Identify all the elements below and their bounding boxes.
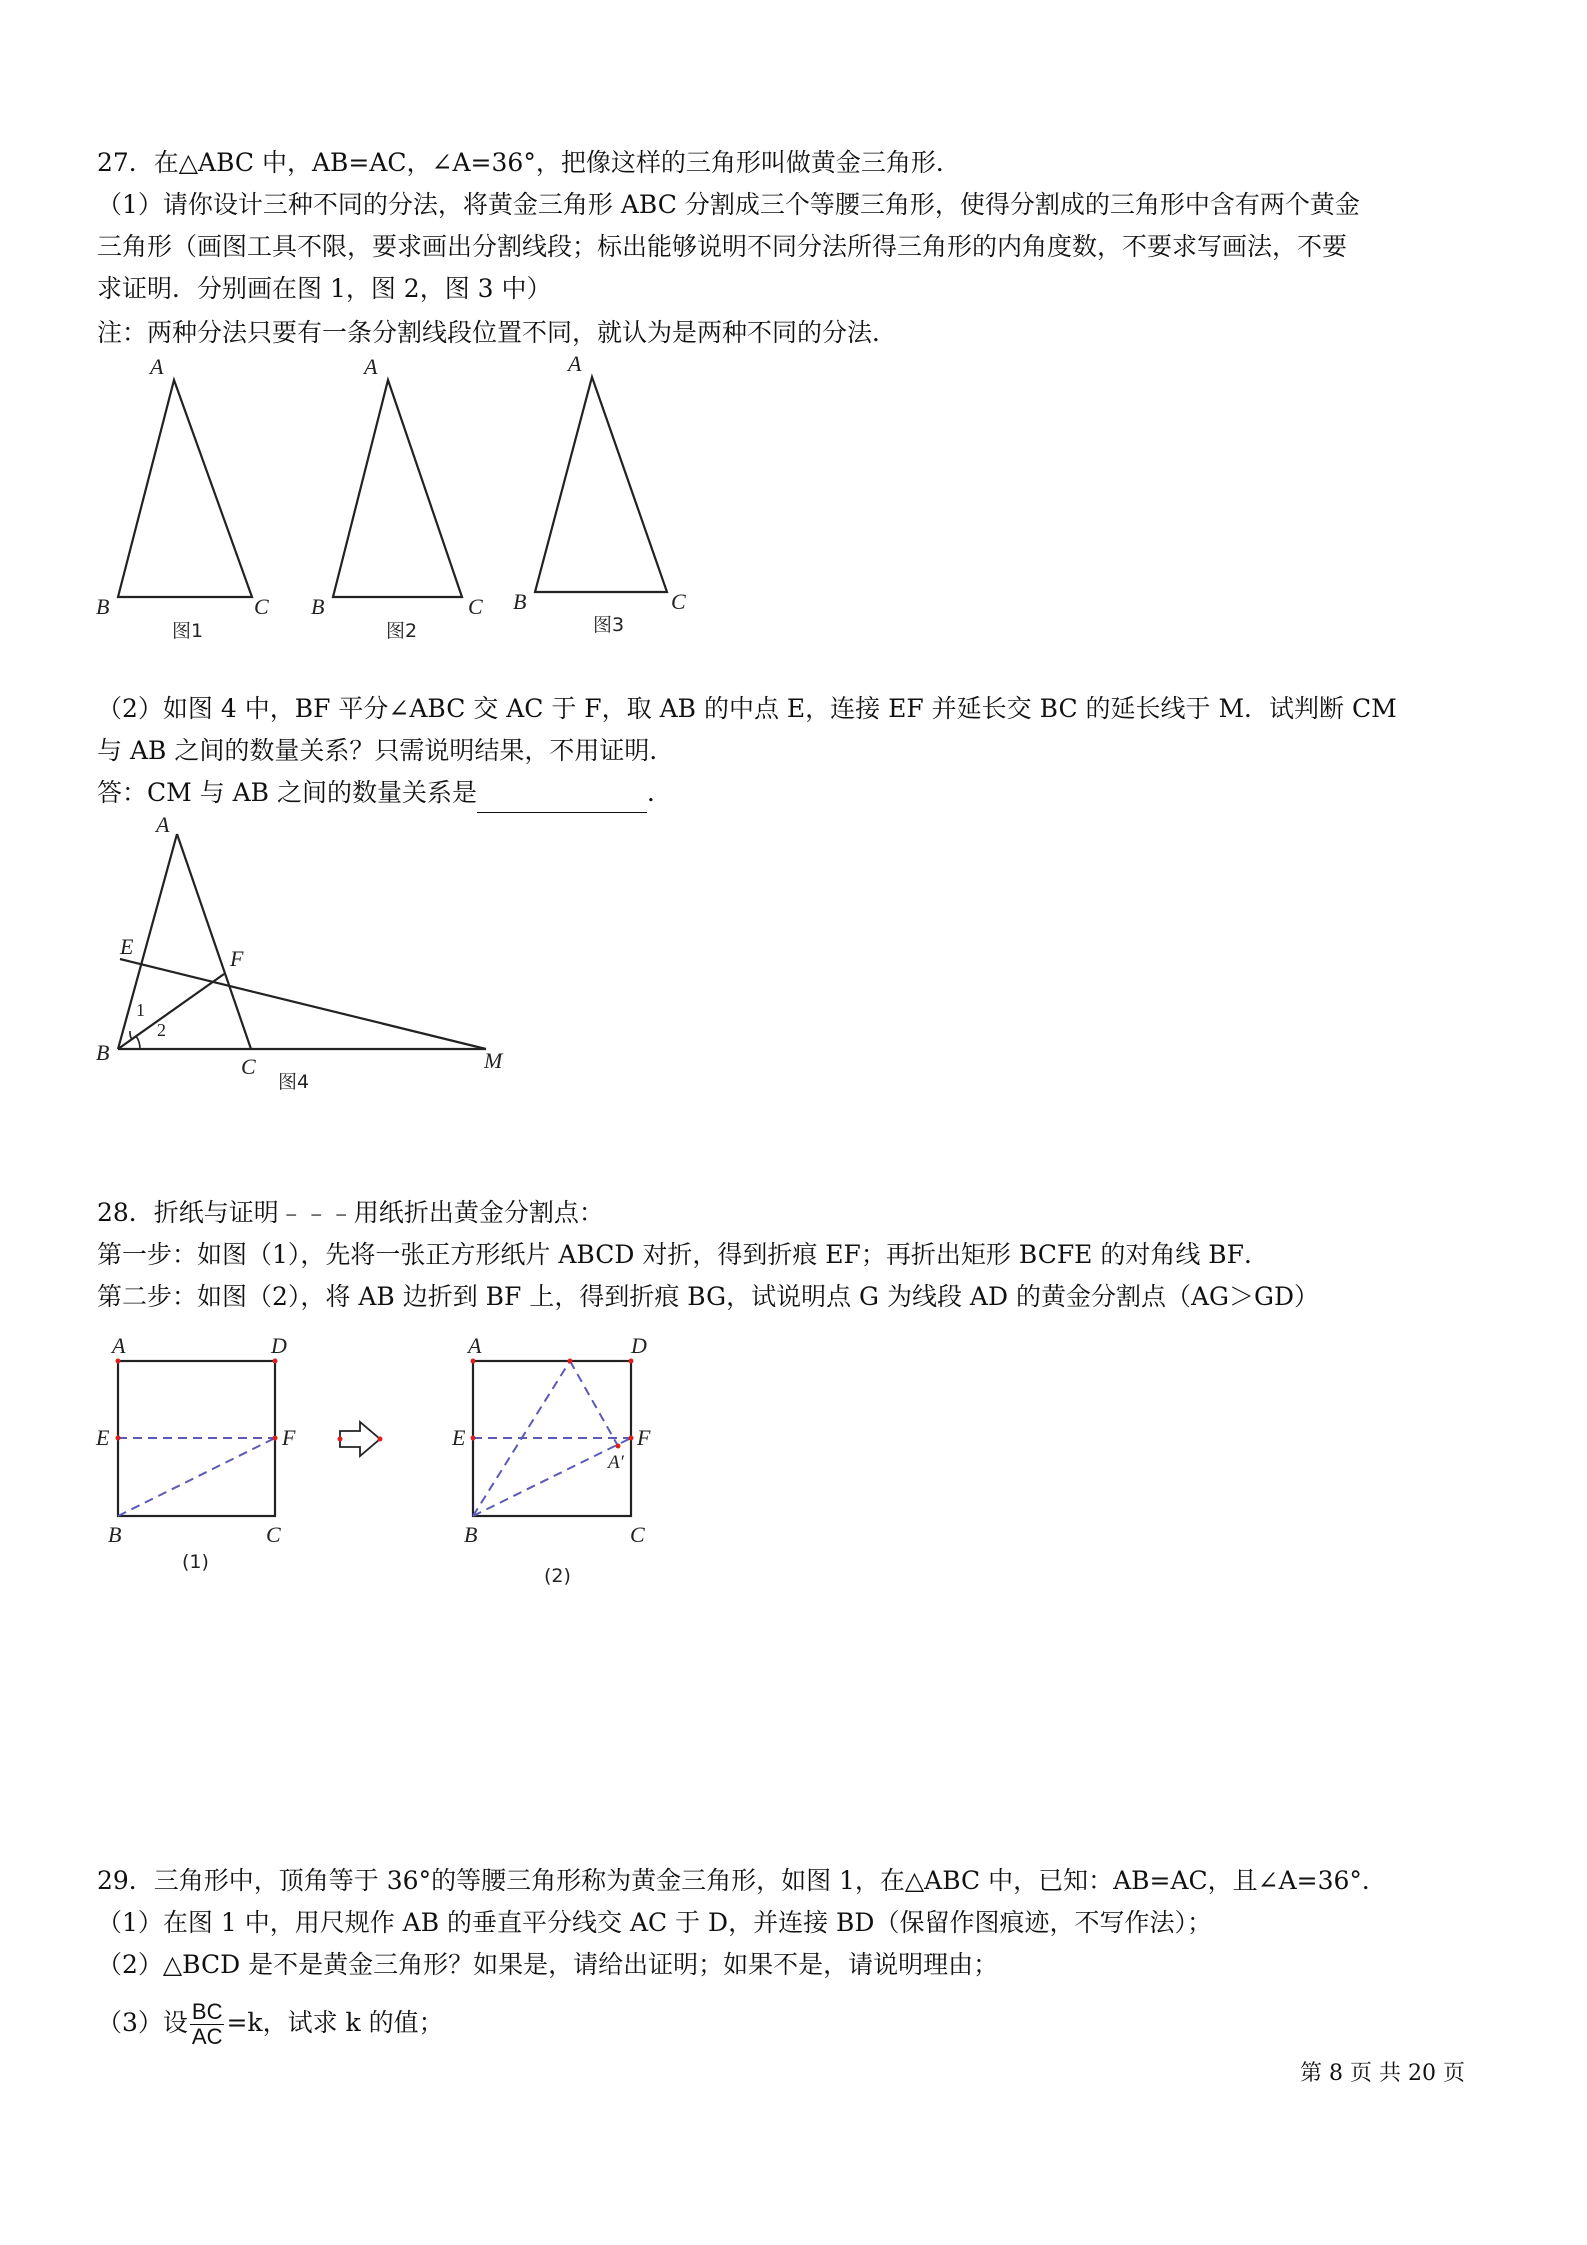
- q28-f2-label-E: E: [452, 1425, 466, 1450]
- q28-f2-label-A: A: [468, 1333, 482, 1358]
- fig1-label-C: C: [254, 594, 269, 619]
- q27-answer-blank[interactable]: [477, 784, 647, 813]
- q28-figure-2: [471, 1359, 634, 1517]
- fig2-label-B: B: [311, 594, 325, 619]
- figure-2: [333, 380, 462, 597]
- fig2-caption: 图2: [386, 620, 418, 642]
- figure-3: [535, 377, 667, 592]
- q28-step1: 第一步：如图（1），先将一张正方形纸片 ABCD 对折，得到折痕 EF；再折出矩形 BCFE 的对角线 BF．: [97, 1240, 1270, 1269]
- q29-part1: （1）在图 1 中，用尺规作 AB 的垂直平分线交 AC 于 D，并连接 BD（保留作图痕迹，不写作法）；: [97, 1908, 1212, 1937]
- q27-figures-1-3: [90, 352, 710, 652]
- fig4-label-M: M: [484, 1048, 503, 1073]
- q28-figure-1: [116, 1359, 278, 1517]
- q27-answer-prefix: 答：CM 与 AB 之间的数量关系是: [97, 778, 477, 807]
- q29-part2: （2）△BCD 是不是黄金三角形？如果是，请给出证明；如果不是，请说明理由；: [97, 1950, 999, 1979]
- fig4-line-BF: [118, 974, 224, 1049]
- fig1-label-B: B: [96, 594, 110, 619]
- fig3-label-C: C: [671, 589, 686, 614]
- q28-step2: 第二步：如图（2），将 AB 边折到 BF 上，得到折痕 BG，试说明点 G 为线段 AD 的黄金分割点（AG＞GD）: [97, 1282, 1319, 1311]
- fraction-numerator: BC: [191, 1999, 223, 2024]
- q28-f1-label-C: C: [266, 1522, 281, 1547]
- q28-f2-label-Aprime: A′: [608, 1452, 624, 1473]
- fig2-label-A: A: [364, 354, 378, 379]
- q27-title: 27．在△ABC 中，AB=AC，∠A=36°，把像这样的三角形叫做黄金三角形．: [97, 148, 961, 177]
- fig3-label-A: A: [568, 351, 582, 376]
- q28-f1-label-D: D: [271, 1333, 287, 1358]
- q29-part3-prefix: （3）设: [97, 2008, 188, 2037]
- fig4-caption: 图4: [278, 1071, 310, 1093]
- fig4-label-F: F: [230, 946, 244, 971]
- fraction-denominator: AC: [191, 2024, 223, 2049]
- fig2-label-C: C: [468, 594, 483, 619]
- q28-caption-2: (2): [544, 1565, 571, 1587]
- q27-answer: [97, 773, 672, 813]
- q27-part1-line2: 三角形（画图工具不限，要求画出分割线段；标出能够说明不同分法所得三角形的内角度数，不要求写画法，不要: [97, 232, 1348, 261]
- q28-f2-label-F: F: [637, 1425, 651, 1450]
- q28-f1-label-E: E: [96, 1425, 110, 1450]
- figure-1: [118, 380, 252, 597]
- q27-answer-suffix: ．: [647, 778, 673, 807]
- q28-caption-1: (1): [182, 1551, 209, 1573]
- q28-f2-label-C: C: [630, 1522, 645, 1547]
- q28-f1-label-B: B: [108, 1522, 122, 1547]
- right-arrow-icon: [338, 1422, 383, 1456]
- fraction-bc-over-ac: [190, 2000, 225, 2049]
- fig4-angle-2: 2: [157, 1020, 166, 1040]
- q27-figure-4: [90, 812, 530, 1100]
- fig1-caption: 图1: [172, 620, 204, 642]
- q27-part1-line1: （1）请你设计三种不同的分法，将黄金三角形 ABC 分割成三个等腰三角形，使得分割成的三角形中含有两个黄金: [97, 190, 1360, 219]
- fig4-angle-1: 1: [136, 1000, 145, 1020]
- q28-f2-label-B: B: [464, 1522, 478, 1547]
- q29-part3-suffix: =k，试求 k 的值；: [226, 2008, 444, 2037]
- fig1-label-A: A: [150, 354, 164, 379]
- fig4-line-EM: [120, 959, 486, 1049]
- q27-part2-line1: （2）如图 4 中，BF 平分∠ABC 交 AC 于 F，取 AB 的中点 E，连接 EF 并延长交 BC 的延长线于 M．试判断 CM: [97, 694, 1397, 723]
- fig4-label-B: B: [96, 1040, 110, 1065]
- page-footer: 第 8 页 共 20 页: [1300, 2061, 1465, 2086]
- fig4-label-E: E: [120, 934, 134, 959]
- fig4-label-C: C: [241, 1054, 256, 1079]
- q28-f1-label-F: F: [282, 1425, 296, 1450]
- fig3-label-B: B: [513, 589, 527, 614]
- q28-title: 28．折纸与证明﹣﹣﹣用纸折出黄金分割点：: [97, 1198, 604, 1227]
- q27-part1-line3: 求证明．分别画在图 1，图 2，图 3 中）: [97, 274, 552, 303]
- q29-part3: [97, 1995, 444, 2051]
- fig4-label-A: A: [156, 812, 170, 837]
- q28-figures: [90, 1320, 690, 1600]
- q28-f1-label-A: A: [112, 1333, 126, 1358]
- q28-f2-label-D: D: [631, 1333, 647, 1358]
- q27-part2-line2: 与 AB 之间的数量关系？只需说明结果，不用证明．: [97, 736, 675, 765]
- q27-note: 注：两种分法只要有一条分割线段位置不同，就认为是两种不同的分法．: [97, 318, 898, 347]
- q29-title: 29．三角形中，顶角等于 36°的等腰三角形称为黄金三角形，如图 1，在△ABC 中，已知：AB=AC，且∠A=36°．: [97, 1866, 1387, 1895]
- fig3-caption: 图3: [593, 614, 625, 636]
- fig4-side-AC: [177, 834, 251, 1049]
